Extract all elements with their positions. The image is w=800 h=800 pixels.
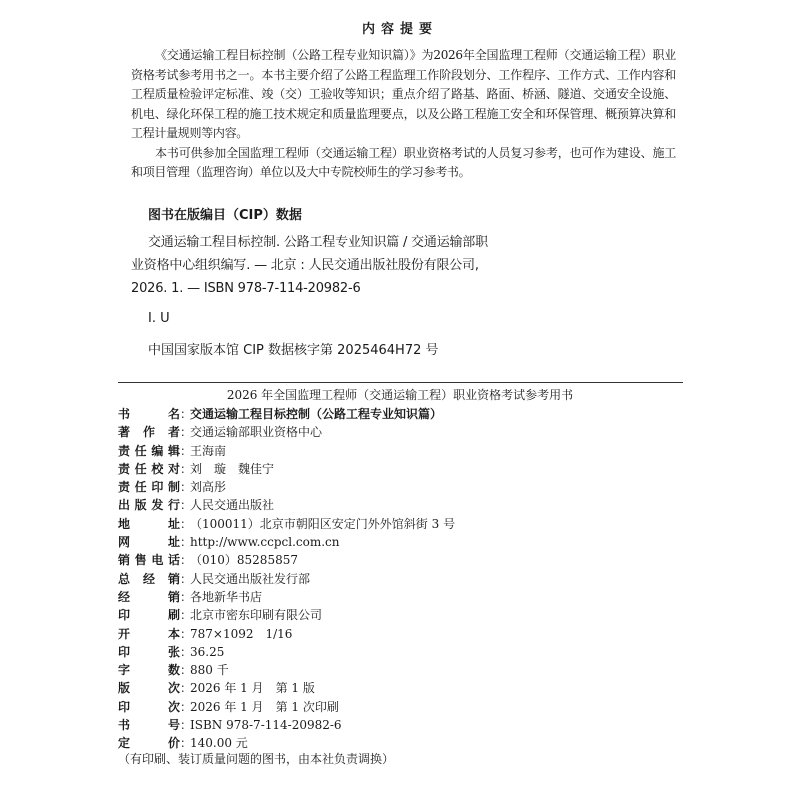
- colophon-label: 印张: [118, 644, 180, 659]
- colophon-value: 140.00 元: [190, 736, 248, 751]
- colophon-label: 责任印制: [118, 480, 180, 495]
- colophon-value: 人民交通出版社发行部: [190, 571, 311, 586]
- colophon-value: 787×1092 1/16: [190, 626, 293, 641]
- cip-record-number: 中国国家版本馆 CIP 数据核字第 2025464H72 号: [148, 343, 439, 358]
- colophon-label: 版次: [118, 681, 180, 696]
- colophon-label: 出版发行: [118, 498, 180, 513]
- colophon-colon: ：: [180, 480, 193, 495]
- colophon-row: [118, 588, 678, 606]
- colophon-colon: ：: [180, 571, 193, 586]
- colophon-value: 交通运输工程目标控制（公路工程专业知识篇）: [190, 407, 443, 421]
- cip-heading: 图书在版编目（CIP）数据: [148, 208, 302, 223]
- colophon-value: 刘 璇 魏佳宁: [190, 461, 275, 476]
- cip-block: [131, 204, 491, 362]
- colophon-row: [118, 460, 678, 478]
- colophon-colon: ：: [180, 699, 193, 714]
- colophon-label: 印次: [118, 699, 180, 714]
- colophon-row: [118, 643, 678, 661]
- quality-note: （有印刷、装订质量问题的图书，由本社负责调换）: [118, 752, 395, 766]
- colophon-row: [118, 716, 678, 734]
- colophon-value: （010）85285857: [190, 553, 298, 568]
- colophon-row: [118, 570, 678, 588]
- cip-subject: Ⅰ. U: [148, 311, 170, 326]
- colophon-label: 责任编辑: [118, 443, 180, 458]
- colophon-row: [118, 698, 678, 716]
- colophon-row: [118, 533, 678, 551]
- colophon-value: 人民交通出版社: [190, 498, 275, 513]
- colophon-value: ISBN 978-7-114-20982-6: [190, 718, 342, 733]
- colophon-value: 880 千: [190, 663, 229, 678]
- colophon-colon: ：: [180, 681, 193, 696]
- colophon-row: [118, 625, 678, 643]
- colophon-value: 刘高彤: [190, 480, 227, 495]
- colophon-row: [118, 661, 678, 679]
- series-title: 2026 年全国监理工程师（交通运输工程）职业资格考试参考用书: [226, 388, 574, 402]
- colophon-label: 责任校对: [118, 461, 180, 476]
- colophon-row: [118, 679, 678, 697]
- colophon-colon: ：: [180, 644, 193, 659]
- colophon-value: 北京市密东印刷有限公司: [190, 608, 323, 623]
- colophon-value: 2026 年 1 月 第 1 次印刷: [190, 699, 339, 714]
- colophon-label: 著作者: [118, 425, 180, 440]
- colophon-row: [118, 515, 678, 533]
- colophon-label: 印刷: [118, 608, 180, 623]
- colophon-label: 定价: [118, 736, 180, 751]
- colophon-colon: ：: [180, 443, 193, 458]
- summary-paragraph: 《交通运输工程目标控制（公路工程专业知识篇）》为2026年全国监理工程师（交通运输工程）职业资格考试参考用书之一。本书主要介绍了公路工程监理工作阶段划分、工作程序、工作方式、工作内容和工程质量检验评定标准、竣（交）工验收等知识；重点介绍了路基、路面、桥涵、隧道、交通安全设施、机电、绿化环保工程的施工技术规定和质量监理要点，以及公路工程施工安全和环保管理、概预算决算和工程计量规则等内容。: [131, 48, 676, 140]
- colophon-colon: ：: [180, 516, 193, 531]
- colophon-colon: ：: [180, 535, 193, 550]
- colophon-colon: ：: [180, 663, 193, 678]
- colophon-label: 书号: [118, 718, 180, 733]
- colophon-label: 销售电话: [118, 553, 180, 568]
- colophon-colon: ：: [180, 498, 193, 513]
- colophon-colon: ：: [180, 736, 193, 751]
- colophon-value: 36.25: [190, 644, 225, 659]
- colophon-label: 经销: [118, 589, 180, 604]
- colophon-table: [118, 405, 678, 753]
- summary-paragraph: 本书可供参加全国监理工程师（交通运输工程）职业资格考试的人员复习参考，也可作为建设、施工和项目管理（监理咨询）单位以及大中专院校师生的学习参考书。: [131, 145, 676, 179]
- colophon-label: 字数: [118, 663, 180, 678]
- colophon-value: 王海南: [190, 443, 227, 458]
- colophon-row: [118, 606, 678, 624]
- colophon-row: [118, 478, 678, 496]
- divider: [118, 382, 683, 383]
- colophon-value: 各地新华书店: [190, 589, 263, 604]
- colophon-row: [118, 405, 678, 423]
- colophon-label: 网址: [118, 535, 180, 550]
- colophon-colon: ：: [180, 407, 193, 421]
- colophon-label: 开本: [118, 626, 180, 641]
- colophon-colon: ：: [180, 461, 193, 476]
- content-summary: [131, 46, 676, 183]
- colophon-label: 总经销: [118, 571, 180, 586]
- colophon-row: [118, 551, 678, 569]
- colophon-colon: ：: [180, 589, 193, 604]
- colophon-row: [118, 423, 678, 441]
- colophon-label: 书名: [118, 407, 180, 421]
- summary-title: 内容提要: [361, 22, 438, 37]
- colophon-colon: ：: [180, 626, 193, 641]
- colophon-value: 交通运输部职业资格中心: [190, 425, 323, 440]
- colophon-value: （100011）北京市朝阳区安定门外外馆斜街 3 号: [190, 516, 456, 531]
- cip-entry: 交通运输工程目标控制. 公路工程专业知识篇 / 交通运输部职业资格中心组织编写. — 北京 : 人民交通出版社股份有限公司, 2026. 1. — ISBN 978-7-114-20982-6: [131, 235, 488, 296]
- colophon-colon: ：: [180, 553, 193, 568]
- colophon-row: [118, 496, 678, 514]
- colophon-colon: ：: [180, 425, 193, 440]
- colophon-colon: ：: [180, 718, 193, 733]
- colophon-value: http://www.ccpcl.com.cn: [190, 535, 340, 550]
- colophon-label: 地址: [118, 516, 180, 531]
- colophon-value: 2026 年 1 月 第 1 版: [190, 681, 315, 696]
- colophon-row: [118, 442, 678, 460]
- colophon-colon: ：: [180, 608, 193, 623]
